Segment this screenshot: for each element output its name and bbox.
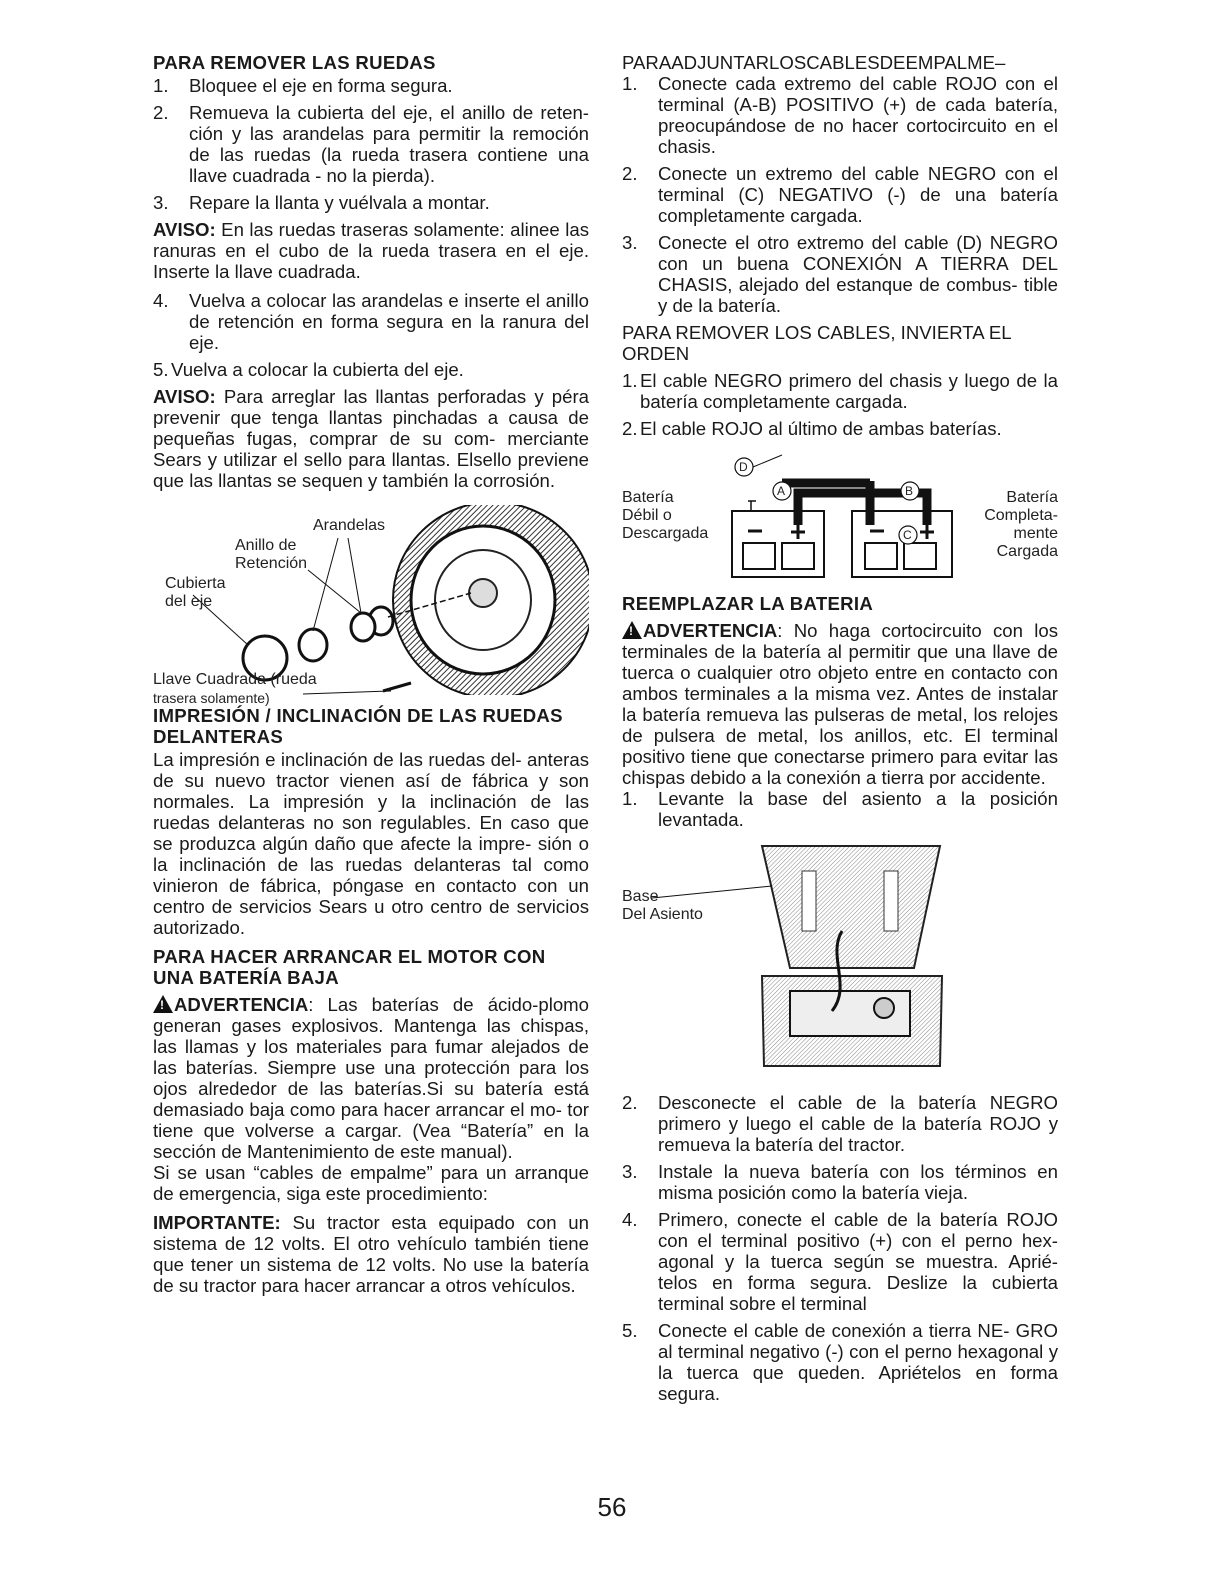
seat-base-drawing [622, 836, 1058, 1086]
label-cubierta-2: del eje [165, 593, 213, 610]
wheel-diagram [153, 505, 589, 706]
list-item [153, 192, 589, 213]
label-llave-1: Llave Cuadrada (rueda [153, 671, 317, 688]
notice-label: AVISO: [153, 386, 216, 407]
notice-text: En las ruedas traseras solamente: alinee las ranuras en el cubo de la rueda trasera en el eje. Inserte la llave cuadrada. [153, 219, 589, 282]
list-item [622, 1092, 1058, 1155]
step-number: 4. [153, 290, 169, 311]
section-title-jumper-cables: PARAADJUNTARLOSCABLESDEEMPALME– [622, 52, 1006, 73]
step-number: 5. [622, 1320, 638, 1341]
step-text: Conecte un extremo del cable NEGRO con el terminal (C) NEGATIVO (-) de una batería completamente cargada. [658, 163, 1058, 226]
step-number: 3. [153, 192, 169, 213]
step-text: El cable ROJO al último de ambas baterías. [640, 418, 1002, 439]
list-item [622, 1320, 1058, 1404]
notice-text: Para arreglar las llantas perforadas y péra prevenir que tenga llantas pinchadas a causa de pequeñas fugas, comprar de su com- merciante Sears y utilizar el sello para llantas. Elsello previene que las llantas se sequen y también la corrosión. [153, 386, 589, 491]
left-column [153, 52, 589, 1296]
battery-diagram [622, 453, 1058, 583]
list-item [622, 163, 1058, 226]
label-arandelas: Arandelas [313, 517, 386, 534]
list-item [622, 1209, 1058, 1314]
step-text: Vuelva a colocar las arandelas e inserte el anillo de retención en forma segura en la ranura del eje. [189, 290, 589, 353]
step-number: 1. [622, 370, 638, 391]
label-anillo-1: Anillo de [235, 537, 297, 554]
label-weak-battery-1: Batería [622, 489, 674, 506]
list-item [153, 290, 589, 353]
step-text: Conecte el cable de conexión a tierra NE- GRO al terminal negativo (-) con el perno hexagonal y la tuerca que queden. Apriételos en forma segura. [658, 1320, 1058, 1404]
step-text: Bloquee el eje en forma segura. [189, 75, 453, 96]
page-number: 56 [597, 1492, 627, 1522]
label-cubierta-1: Cubierta [165, 575, 226, 592]
label-d: D [739, 460, 748, 474]
list-item [153, 359, 589, 380]
label-a: A [777, 484, 786, 498]
warning-label: ADVERTENCIA [643, 620, 778, 641]
section-title-remove-wheels: PARA REMOVER LAS RUEDAS [153, 52, 436, 73]
wheel-camber-text: La impresión e inclinación de las ruedas del- anteras de su nuevo tractor vienen así de fábrica y son normales. La impresión y la inclinación de las ruedas delanteras no son regulables. En caso que se produzca algún daño que afecte la impre- sión o la inclinación de las ruedas delanteras tal como vinieron de fábrica, póngase en contacto con un centro de servicios Sears u otro centro de servicios autorizado. [153, 749, 589, 938]
remove-wheels-steps [153, 75, 589, 213]
step-text: Levante la base del asiento a la posición levantada. [658, 788, 1058, 830]
step-text: Repare la llanta y vuélvala a montar. [189, 192, 490, 213]
jumper-steps [622, 73, 1058, 316]
notice-rear-wheels [153, 219, 589, 282]
label-charged-battery-3: mente [1013, 525, 1058, 542]
label-seat-base-2: Del Asiento [622, 906, 703, 923]
section-title-jump-start: PARA HACER ARRANCAR EL MOTOR CON UNA BATERÍA BAJA [153, 946, 546, 988]
warning-text: : Las baterías de ácido-plomo generan gases explosivos. Mantenga las chispas, las llamas y los materiales para fumar alejados de las baterías. Siempre use una protección para los ojos alrededor de las baterías.Si su batería está demasiado baja como para hacer arrancar el mo- tor tiene que volverse a cargar. (Vea “Batería” en la sección de Mantenimiento de este manual). [153, 994, 589, 1162]
label-b: B [905, 484, 914, 498]
list-item [622, 788, 1058, 830]
warning-label: ADVERTENCIA [174, 994, 309, 1015]
step-text: Instale la nueva batería con los términos en misma posición como la batería vieja. [658, 1161, 1058, 1203]
list-item [622, 418, 1058, 439]
warning-icon [622, 621, 642, 639]
step-number: 2. [622, 163, 638, 184]
list-item [622, 232, 1058, 316]
step-number: 5. [153, 359, 169, 380]
label-c: C [903, 528, 912, 542]
list-item [622, 1161, 1058, 1203]
step-number: 4. [622, 1209, 638, 1230]
right-column [622, 52, 1058, 1410]
label-weak-battery-3: Descargada [622, 525, 709, 542]
step-text: Conecte el otro extremo del cable (D) NEGRO con un buena CONEXIÓN A TIERRA DEL CHASIS, alejado del estanque de combus- tible y de la batería. [658, 232, 1058, 316]
list-item [622, 370, 1058, 412]
list-item [622, 73, 1058, 157]
step-text: Desconecte el cable de la batería NEGRO primero y luego el cable de la batería ROJO y remueva la batería del tractor. [658, 1092, 1058, 1155]
remove-wheels-steps-2 [153, 290, 589, 380]
step-text: Vuelva a colocar la cubierta del eje. [171, 359, 464, 380]
section-title-remove-cables: PARA REMOVER LOS CABLES, INVIERTA EL ORDEN [622, 322, 1011, 364]
warning-short-circuit [622, 620, 1058, 788]
step-number: 2. [153, 102, 169, 123]
list-item [153, 102, 589, 186]
list-item [153, 75, 589, 96]
step-number: 1. [622, 73, 638, 94]
step-text: El cable NEGRO primero del chasis y luego de la batería completamente cargada. [640, 370, 1058, 412]
replace-battery-steps [622, 788, 1058, 830]
step-number: 1. [622, 788, 638, 809]
replace-battery-steps-2 [622, 1092, 1058, 1404]
step-number: 2. [622, 418, 638, 439]
label-charged-battery-2: Completa- [984, 507, 1058, 524]
important-12-volts [153, 1212, 589, 1296]
step-text: Conecte cada extremo del cable ROJO con el terminal (A-B) POSITIVO (+) de cada batería, preocupándose de no hacer cortocircuito en el chasis. [658, 73, 1058, 157]
warning-text: : No haga cortocircuito con los terminales de la batería al permitir que una llave de tuerca o cualquier otro objeto entre en contacto con ambos terminales a la misma vez. Antes de instalar la batería remueva las pulseras de metal, los relojes de pulsera de metal, los anillos, etc. El terminal positivo tiene que conectarse primero para evitar las chispas debido a la conexión a tierra por accidente. [622, 620, 1058, 788]
step-text: Remueva la cubierta del eje, el anillo de reten- ción y las arandelas para permitir la remoción de las ruedas (la rueda trasera contiene una llave cuadrada - no la pierda). [189, 102, 589, 186]
step-text: Primero, conecte el cable de la batería ROJO con el terminal positivo (+) con el perno hex- agonal y la tuerca según se muestra. Aprié- telos en forma segura. Deslize la cubierta terminal sobre el terminal [658, 1209, 1058, 1314]
step-number: 3. [622, 1161, 638, 1182]
seat-base-diagram [622, 836, 1058, 1086]
warning-icon [153, 995, 173, 1013]
important-text: Su tractor esta equipado con un sistema de 12 volts. El otro vehículo también tiene que tener un sistema de 12 volts. No use la batería de su tractor para hacer arrancar a otros vehículos. [153, 1212, 589, 1296]
notice-label: AVISO: [153, 219, 216, 240]
step-number: 1. [153, 75, 169, 96]
label-anillo-2: Retención [235, 555, 308, 572]
important-label: IMPORTANTE: [153, 1212, 281, 1233]
label-seat-base-1: Base [622, 888, 659, 905]
warning-acid-batteries [153, 994, 589, 1162]
step-number: 3. [622, 232, 638, 253]
label-weak-battery-2: Débil o [622, 507, 672, 524]
section-title-replace-battery: REEMPLAZAR LA BATERIA [622, 593, 874, 614]
remove-cables-steps [622, 370, 1058, 439]
notice-tire-sealant [153, 386, 589, 491]
label-charged-battery-4: Cargada [996, 543, 1058, 560]
section-title-wheel-camber: IMPRESIÓN / INCLINACIÓN DE LAS RUEDAS DELANTERAS [153, 705, 563, 747]
label-llave-2: trasera solamente) [153, 690, 270, 706]
step-number: 2. [622, 1092, 638, 1113]
label-charged-battery-1: Batería [1006, 489, 1058, 506]
jump-cables-text: Si se usan “cables de empalme” para un arranque de emergencia, siga este procedimiento: [153, 1162, 589, 1204]
